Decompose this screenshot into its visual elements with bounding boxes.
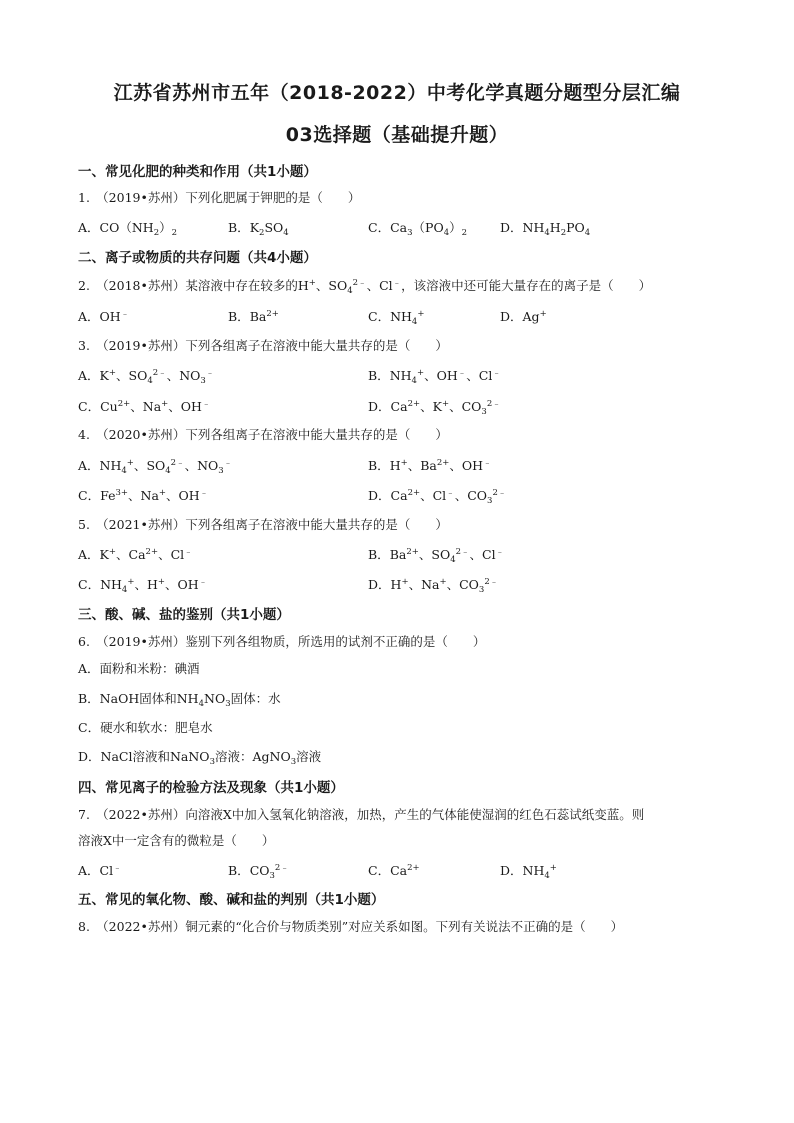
option-b: B．$Ba^{2+}$ <box>228 309 279 324</box>
option-b: B．$Ba^{2+}$、$SO_4^{2﹣}$、Cl﹣ <box>368 547 505 565</box>
option-b: B．$CO_3^{2﹣}$ <box>228 863 289 881</box>
question-1: 1. （2019•苏州）下列化肥属于钾肥的是（ ） <box>78 190 361 205</box>
option-c: C．硬水和软水：肥皂水 <box>78 720 213 735</box>
section-heading: 三、酸、碱、盐的鉴别（共1小题） <box>78 607 290 623</box>
option-c: C．$Ca_3(PO_4)_2$ <box>368 220 468 238</box>
option-d: D．$NH_4H_2PO_4$ <box>500 220 591 238</box>
option-d: D．H+、Na+、$CO_3^{2﹣}$ <box>368 577 499 595</box>
option-d: D．Ag+ <box>500 309 547 324</box>
option-a: A．$CO(NH_2)_2$ <box>78 220 178 238</box>
option-a: A．Cl﹣ <box>78 863 122 878</box>
option-a: A．面粉和米粉：碘酒 <box>78 661 200 676</box>
question-4: 4. （2020•苏州）下列各组离子在溶液中能大量共存的是（ ） <box>78 427 448 442</box>
option-a: A．K+、$Ca^{2+}$、Cl﹣ <box>78 547 193 562</box>
option-c: C．$Ca^{2+}$ <box>368 863 420 878</box>
option-c: C．$NH_4^+$ <box>368 309 425 327</box>
question-5: 5. （2021•苏州）下列各组离子在溶液中能大量共存的是（ ） <box>78 517 448 532</box>
section-heading: 一、常见化肥的种类和作用（共1小题） <box>78 164 317 180</box>
option-c: C．$NH_4^+$、H+、OH﹣ <box>78 577 208 595</box>
question-8: 8. （2022•苏州）铜元素的“化合价与物质类别”对应关系如图。下列有关说法不正确的是（ ） <box>78 919 624 934</box>
option-b: B．$NH_4^+$、OH﹣、Cl﹣ <box>368 368 501 386</box>
option-d: D．$NH_4^+$ <box>500 863 557 881</box>
question-2: 2. （2018•苏州）某溶液中存在较多的H+、$SO_4^{2﹣}$、Cl﹣，该溶液中还可能大量存在的离子是（ ） <box>78 278 652 296</box>
question-7-line1: 7. （2022•苏州）向溶液X中加入氢氧化钠溶液，加热，产生的气体能使湿润的红色石蕊试纸变蓝。则 <box>78 807 645 822</box>
section-heading: 二、离子或物质的共存问题（共4小题） <box>78 250 317 266</box>
option-b: B．NaOH固体和$NH_4NO_3$固体：水 <box>78 691 281 709</box>
question-3: 3. （2019•苏州）下列各组离子在溶液中能大量共存的是（ ） <box>78 338 448 353</box>
question-7-line2: 溶液X中一定含有的微粒是（ ） <box>78 833 275 848</box>
option-a: A．K+、$SO_4^{2﹣}$、$NO_3^﹣$ <box>78 368 215 386</box>
option-d: D．$Ca^{2+}$、K+、$CO_3^{2﹣}$ <box>368 399 501 417</box>
section-heading: 五、常见的氧化物、酸、碱和盐的判别（共1小题） <box>78 892 385 908</box>
document-subtitle: 03选择题（基础提升题） <box>285 124 509 146</box>
option-d: D．$Ca^{2+}$、Cl﹣、$CO_3^{2﹣}$ <box>368 488 507 506</box>
option-b: B．H+、$Ba^{2+}$、OH﹣ <box>368 458 492 473</box>
option-a: A．$NH_4^+$、$SO_4^{2﹣}$、$NO_3^﹣$ <box>78 458 233 476</box>
document-title: 江苏省苏州市五年（2018-2022）中考化学真题分题型分层汇编 <box>113 82 681 104</box>
option-c: C．$Fe^{3+}$、Na+、OH﹣ <box>78 488 209 503</box>
option-b: B．$K_2SO_4$ <box>228 220 289 238</box>
section-heading: 四、常见离子的检验方法及现象（共1小题） <box>78 780 344 796</box>
option-a: A．OH﹣ <box>78 309 130 324</box>
option-c: C．$Cu^{2+}$、Na+、OH﹣ <box>78 399 211 414</box>
question-6: 6. （2019•苏州）鉴别下列各组物质，所选用的试剂不正确的是（ ） <box>78 634 486 649</box>
option-d: D．NaCl溶液和NaNO$_3$溶液：AgNO$_3$溶液 <box>78 749 322 767</box>
